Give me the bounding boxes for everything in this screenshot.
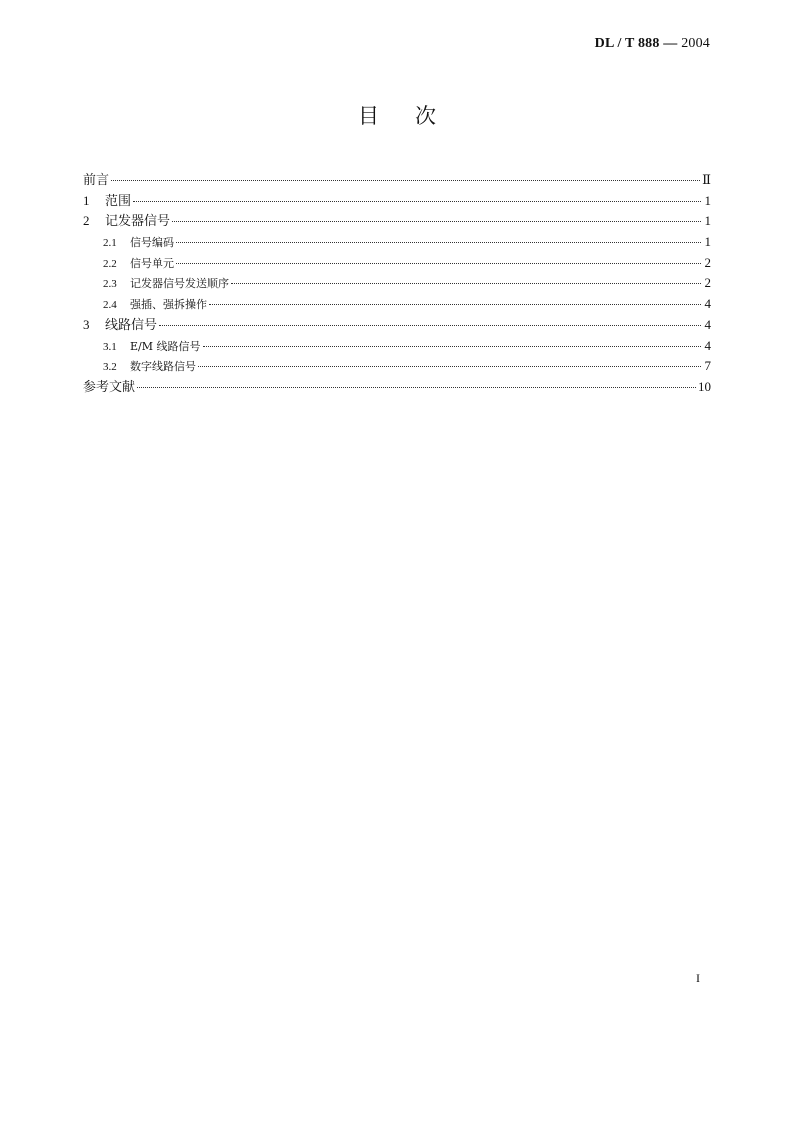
toc-entry[interactable] xyxy=(83,294,711,315)
toc-entry[interactable] xyxy=(83,253,711,274)
toc-entry[interactable] xyxy=(83,211,711,232)
toc-entry-page: 1 xyxy=(704,213,711,229)
toc-dot-leader xyxy=(111,180,700,181)
standard-year: 2004 xyxy=(681,36,710,51)
toc-entry-label: E/M 线路信号 xyxy=(130,339,201,353)
toc-dot-leader xyxy=(203,346,702,347)
toc-entry-number: 2 xyxy=(83,213,90,229)
toc-entry-number: 3.1 xyxy=(103,340,117,353)
toc-entry-page: 7 xyxy=(704,358,711,374)
toc-entry-page: 1 xyxy=(704,234,711,250)
toc-dot-leader xyxy=(133,201,701,202)
toc-entry-page: 4 xyxy=(704,296,711,312)
toc-dot-leader xyxy=(172,221,701,222)
toc-entry-number: 2.1 xyxy=(103,237,117,250)
toc-entry-label: 信号单元 xyxy=(130,256,174,270)
toc-entry-label: 前言 xyxy=(83,173,110,188)
toc-dot-leader xyxy=(137,387,696,388)
toc-entry-page: 4 xyxy=(704,316,711,332)
toc-entry-page: 2 xyxy=(704,254,711,270)
toc-entry[interactable] xyxy=(83,315,711,336)
toc-entry-page: 1 xyxy=(704,192,711,208)
toc-entry-label: 记发器信号发送顺序 xyxy=(130,277,229,291)
toc-dot-leader xyxy=(209,304,701,305)
standard-code-header xyxy=(595,36,710,52)
toc-dot-leader xyxy=(198,366,701,367)
toc-entry[interactable] xyxy=(83,191,711,212)
toc-entry[interactable] xyxy=(83,232,711,253)
toc-entry-label: 线路信号 xyxy=(105,317,158,333)
toc-entry[interactable] xyxy=(83,356,711,377)
toc-entry-number: 1 xyxy=(83,192,90,208)
toc-dot-leader xyxy=(176,242,701,243)
toc-dot-leader xyxy=(231,283,701,284)
toc-entry[interactable] xyxy=(83,170,711,191)
toc-entry-label: 记发器信号 xyxy=(105,214,171,230)
toc-entry[interactable] xyxy=(83,336,711,357)
toc-dot-leader xyxy=(176,263,701,264)
toc-entry-label: 强插、强拆操作 xyxy=(130,298,207,312)
toc-entry[interactable] xyxy=(83,377,711,398)
toc-entry-label: 参考文献 xyxy=(83,379,136,395)
table-of-contents xyxy=(83,170,711,398)
toc-entry-page: 10 xyxy=(698,378,711,394)
toc-entry-page: 2 xyxy=(704,275,711,291)
toc-entry-page: 4 xyxy=(704,337,711,353)
toc-entry-number: 2.2 xyxy=(103,257,117,270)
toc-entry-label: 范围 xyxy=(105,193,132,209)
footer-page-number: I xyxy=(696,971,700,985)
toc-entry-label: 数字线路信号 xyxy=(130,360,196,374)
standard-code: DL / T 888 — xyxy=(594,36,678,51)
toc-entry-number: 3 xyxy=(83,316,90,332)
toc-entry-page: Ⅱ xyxy=(702,172,711,187)
toc-entry-label: 信号编码 xyxy=(130,236,174,250)
toc-entry-number: 2.3 xyxy=(103,278,117,291)
toc-entry-number: 2.4 xyxy=(103,299,117,312)
toc-dot-leader xyxy=(159,325,701,326)
toc-entry[interactable] xyxy=(83,273,711,294)
toc-title: 目次 xyxy=(358,104,472,128)
toc-entry-number: 3.2 xyxy=(103,361,117,374)
